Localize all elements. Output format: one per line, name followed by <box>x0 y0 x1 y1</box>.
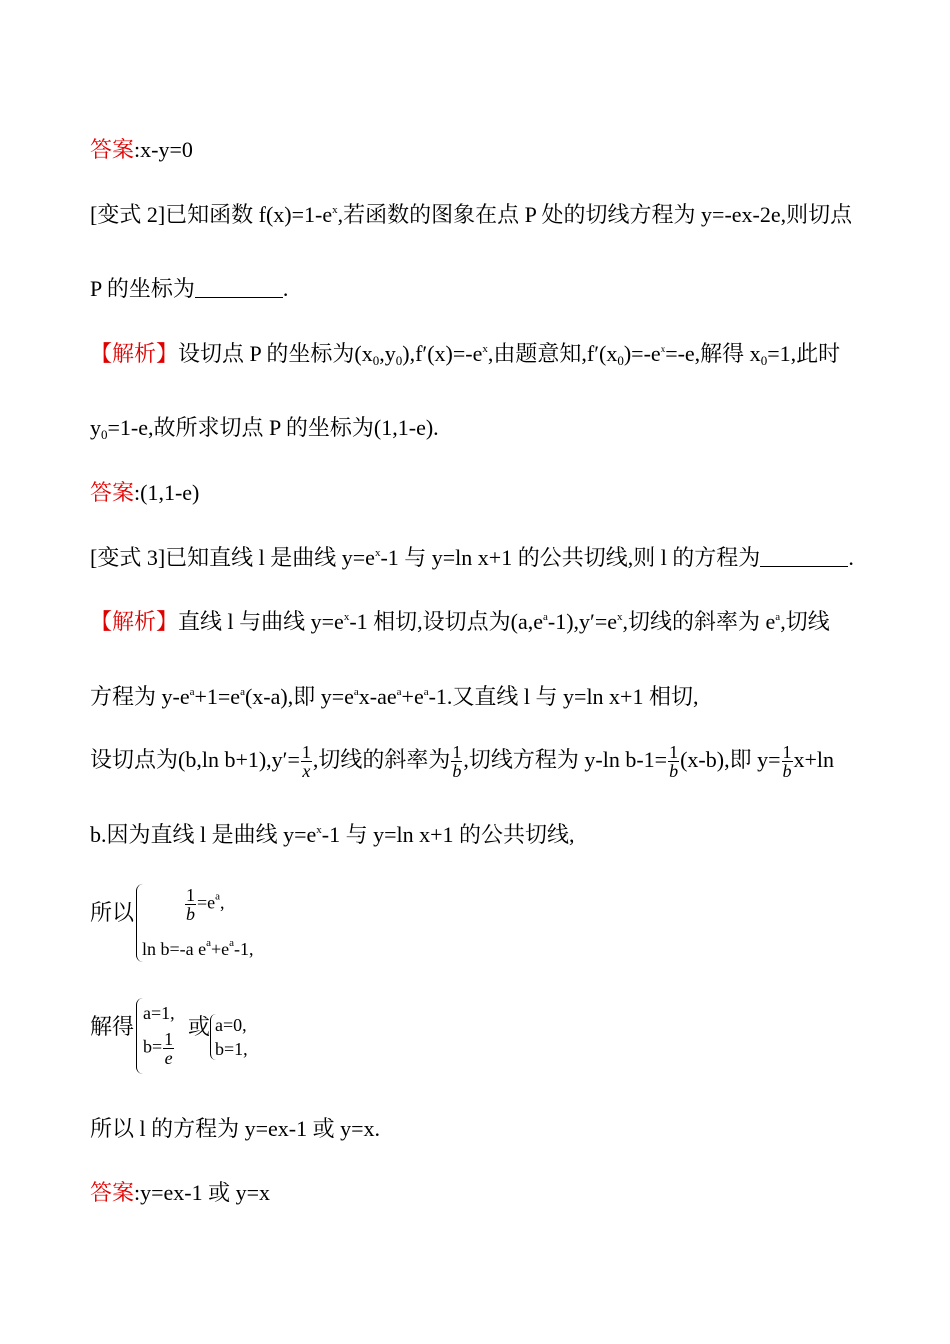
answer-blank <box>195 277 283 298</box>
variant-3-question: [变式 3]已知直线 l 是曲线 $y=e^x-1$ 与 y=ln x+1 的公共切线,则 l 的方程为 . <box>90 545 854 570</box>
or-label: 或 <box>188 1014 211 1039</box>
variant-2-question: [变式 2]已知函数 $f(x)=1-e^x$,若函数的图象在点 P 处的切线方程为 y=-ex-2e,则切点 <box>90 202 853 227</box>
variant-2-question-cont: P 的坐标为 . <box>90 276 289 301</box>
fraction: $\frac{1}{b}$ <box>782 742 792 782</box>
system-3-row-1: a=0, <box>215 1015 247 1035</box>
answer-2: 答案:(1,1-e) <box>90 480 200 505</box>
analysis-3-line-3: 设切点为(b,ln b+1),y′= $\frac{1}{x}$ ,切线的斜率为 $\frac{1}{b}$ ,切线方程为 y-ln b-1= $\frac{1}{b}$ (x-b),即 y= $\frac{1}{b}$ x+ln <box>90 742 835 782</box>
analysis-3: 【解析】直线 l 与曲线 $y=e^x-1$ 相切,设切点为$(a,e^a-1),y'=e^x$,切线的斜率为 $e^a$,切线 <box>90 609 830 634</box>
fraction: $\frac{1}{b}$ <box>452 742 462 782</box>
answer-label: 答案 <box>90 137 135 162</box>
analysis-2-cont: $y_0=1-e$,故所求切点 P 的坐标为(1,1-e). <box>90 415 439 442</box>
system-2-row-1: a=1, <box>143 1003 175 1023</box>
brace <box>136 998 143 1074</box>
answer-blank <box>760 546 848 567</box>
fraction: $\frac{1}{b}$ <box>669 742 679 782</box>
answer-1 <box>90 135 193 165</box>
answer-3: 答案:y=ex-1 或 y=x <box>90 1180 271 1205</box>
fraction: $\frac{1}{x}$ <box>301 742 311 782</box>
system-1-row-1: $\frac{1}{b}$ $=e^a$, <box>186 885 225 924</box>
jiede-label: 解得 <box>90 1014 135 1039</box>
analysis-2: 【解析】设切点 P 的坐标为$(x_0,y_0),f'(x)=-e^x$,由题意知$,f'(x_0)=-e^x=-e$,解得 $x_0=1$,此时 <box>90 341 841 368</box>
system-2-row-2: b= $\frac{1}{e}$ <box>143 1029 174 1068</box>
analysis-3-line-2: 方程为 $y-e^a+1=e^a(x-a)$,即 $y=e^ax-ae^a+e^a-1$.又直线 l 与 y=ln x+1 相切, <box>90 684 699 709</box>
analysis-3-line-4: b.因为直线 l 是曲线 $y=e^x-1$ 与 y=ln x+1 的公共切线, <box>90 822 575 847</box>
suoyi-label: 所以 <box>90 900 135 925</box>
system-3-row-2: b=1, <box>215 1039 248 1059</box>
system-1-row-2: ln b=-a $e^a+e^a-1$, <box>142 937 254 959</box>
final-statement: 所以 l 的方程为 y=ex-1 或 y=x. <box>90 1116 381 1141</box>
analysis-label: 【解析】 <box>90 341 179 366</box>
answer-text: :x-y=0 <box>134 137 193 162</box>
